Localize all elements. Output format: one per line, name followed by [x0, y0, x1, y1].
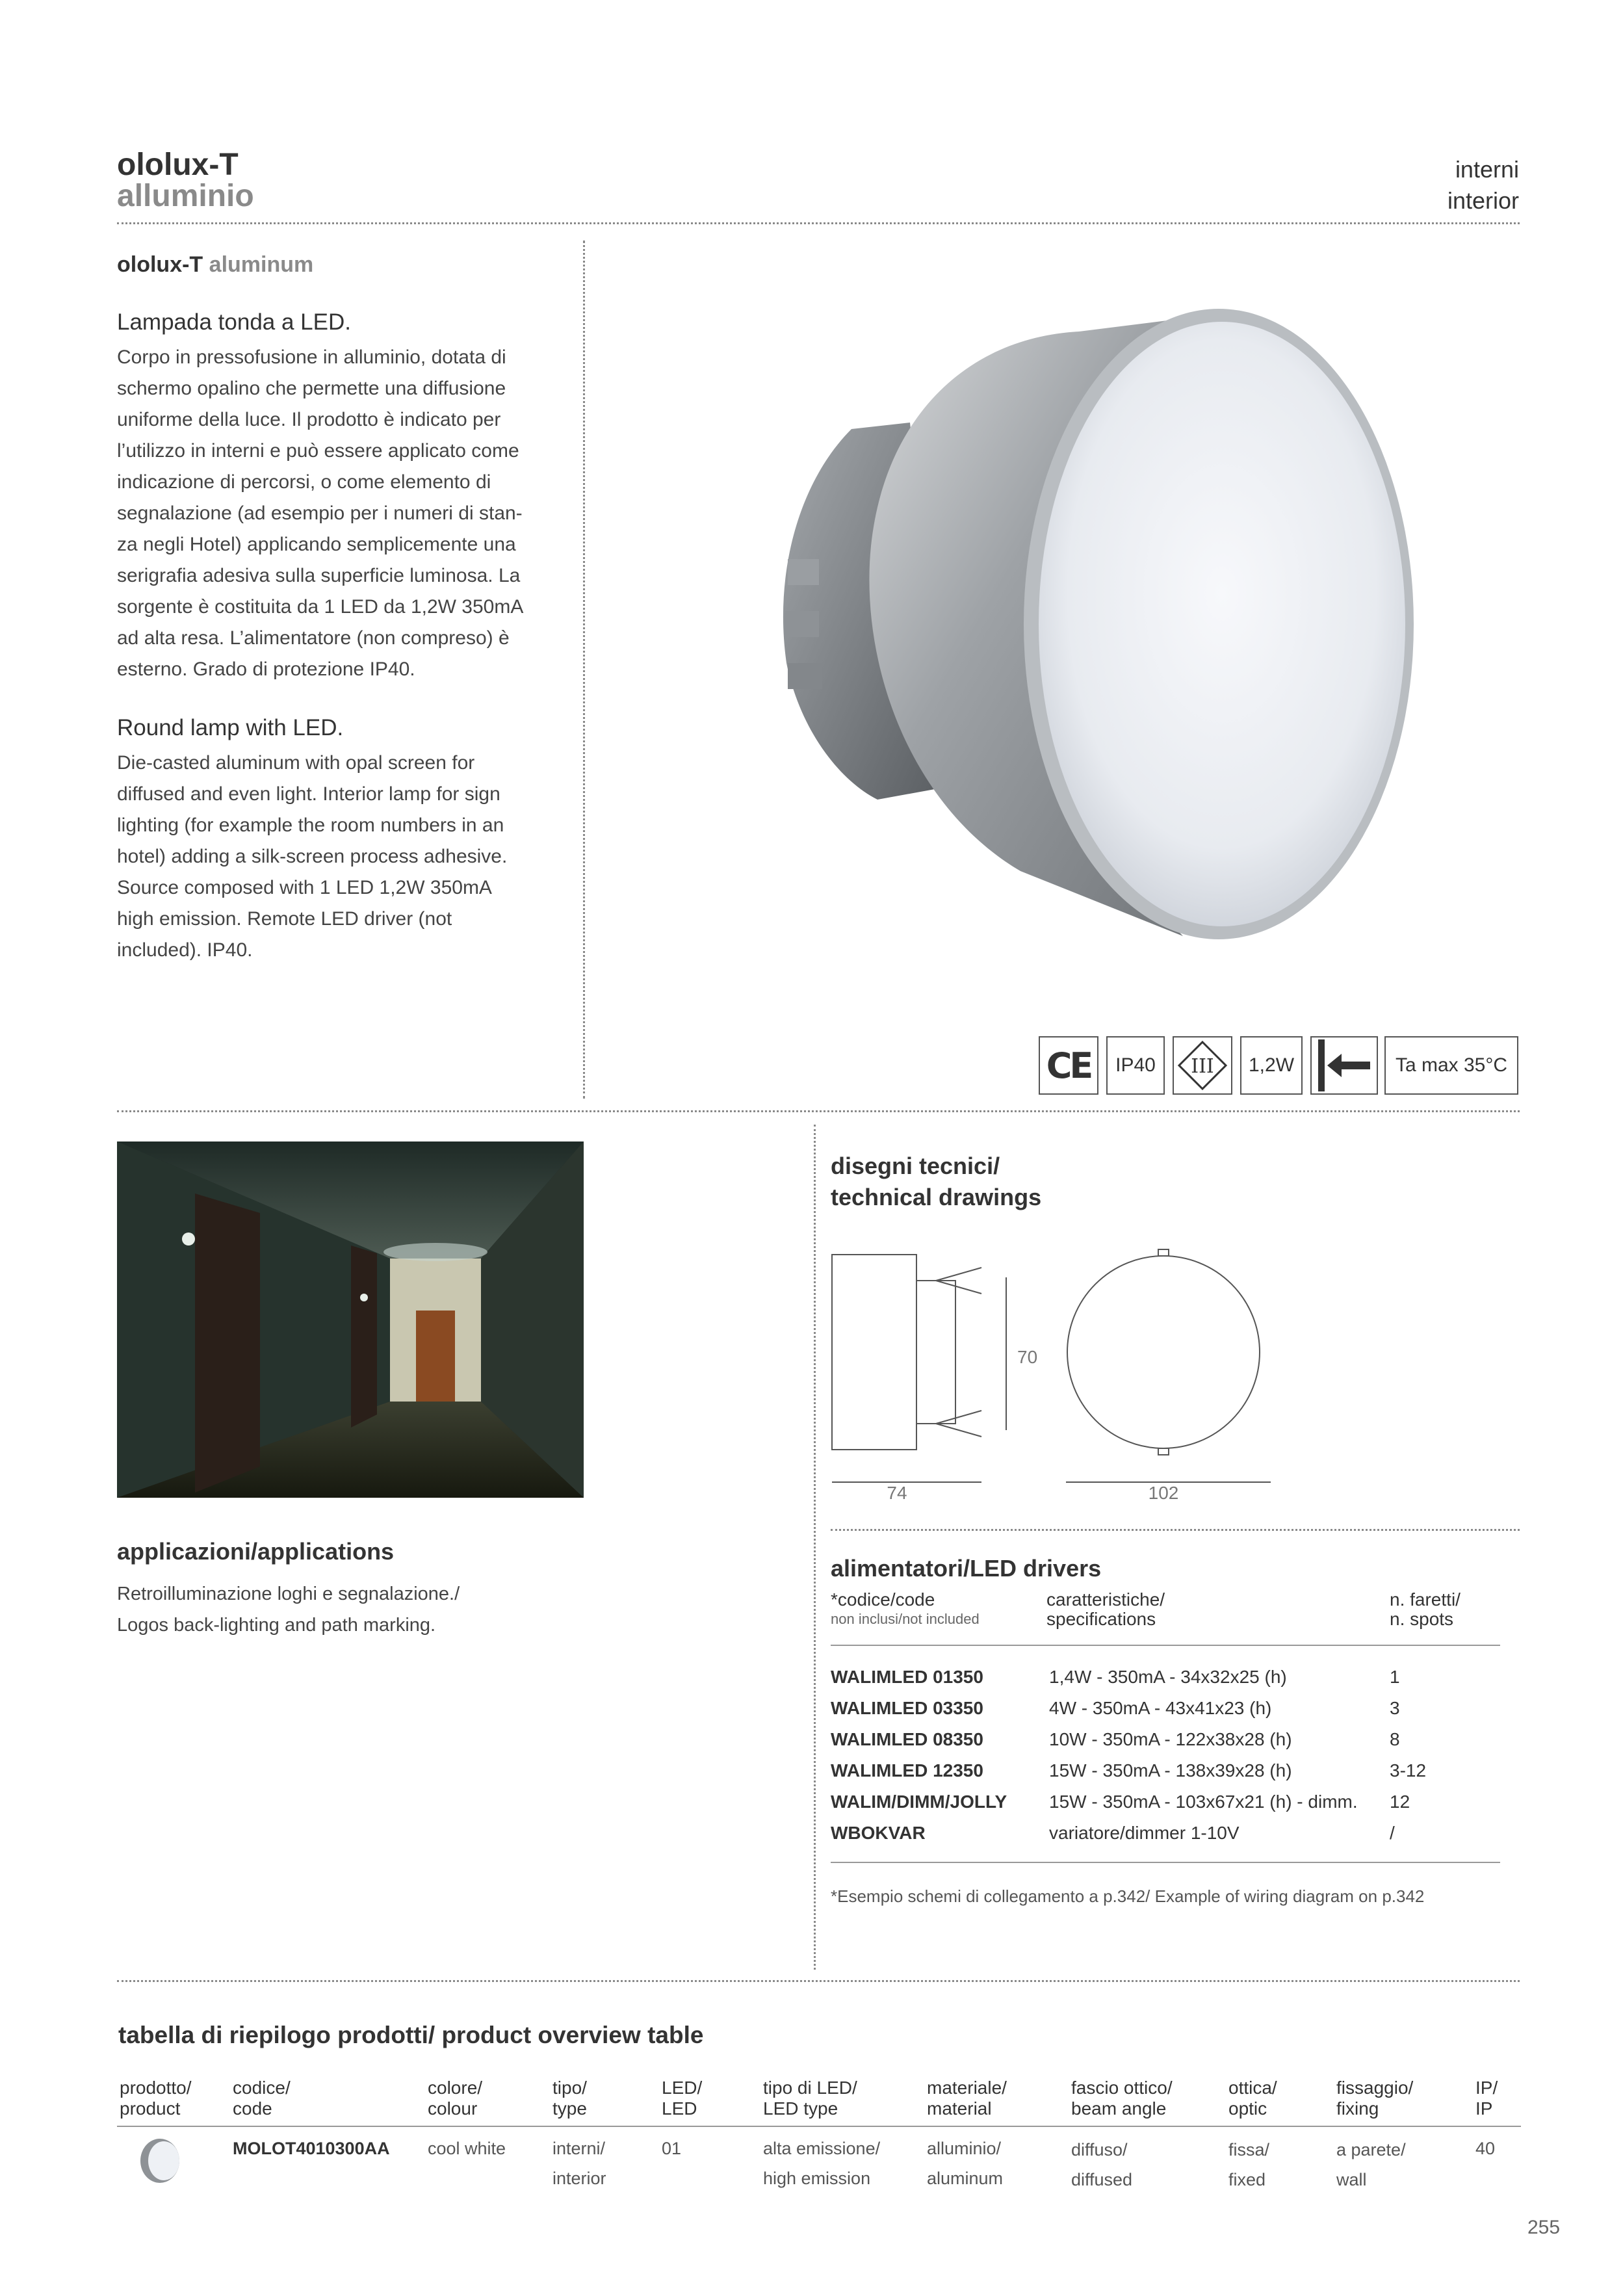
ov-header-l2: beam angle [1071, 2098, 1167, 2119]
description-line: schermo opalino che permette una diffusione [117, 378, 506, 399]
page-number: 255 [1527, 2217, 1561, 2238]
description-line: high emission. Remote LED driver (not [117, 908, 452, 930]
driver-spots: 3-12 [1390, 1760, 1427, 1781]
description-it [117, 342, 561, 685]
driver-code: WALIMLED 08350 [831, 1729, 983, 1749]
ov-type-1: interni/ [552, 2139, 606, 2158]
description-en [117, 748, 561, 966]
drivers-footnote: *Esempio schemi di collegamento a p.342/ Example of wiring diagram on p.342 [831, 1886, 1425, 1906]
description-line: l’utilizzo in interni e può essere applicato come [117, 440, 519, 462]
ov-ip: 40 [1475, 2139, 1496, 2158]
ov-header-material [927, 2078, 1007, 2119]
drawings-title-line1: disegni tecnici/ [831, 1153, 1000, 1179]
ov-code: MOLOT4010300AA [233, 2139, 390, 2158]
driver-spots: 1 [1390, 1667, 1400, 1687]
description-line: serigrafia adesiva sulla superficie luminosa. La [117, 565, 521, 586]
description-heading-en: Round lamp with LED. [117, 715, 344, 740]
drivers-title: alimentatori/LED drivers [831, 1555, 1102, 1582]
drivers-footer-rule [831, 1862, 1500, 1863]
side-view-mount [916, 1281, 955, 1424]
drivers-col-code [831, 1590, 980, 1629]
ov-header-led [662, 2078, 702, 2119]
applications-line-2: Logos back-lighting and path marking. [117, 1615, 436, 1636]
ov-header-l1: tipo/ [552, 2078, 587, 2098]
ov-header-l2: material [927, 2098, 992, 2119]
ov-header-l1: tipo di LED/ [763, 2078, 857, 2098]
ov-header-l2: type [552, 2098, 587, 2119]
product-title: ololux-T [117, 148, 239, 182]
fixing-symbol [1310, 1036, 1378, 1095]
driver-spots: / [1390, 1823, 1395, 1843]
ov-header-l2: fixing [1336, 2098, 1379, 2119]
description-line: indicazione di percorsi, o come elemento di [117, 471, 491, 493]
drivers-divider [831, 1529, 1520, 1531]
ov-header-optic [1228, 2078, 1277, 2119]
driver-spec: 10W - 350mA - 122x38x28 (h) [1049, 1729, 1292, 1749]
ov-header-l1: colore/ [428, 2078, 483, 2098]
driver-code: WALIM/DIMM/JOLLY [831, 1792, 1007, 1812]
ov-header-l1: prodotto/ [120, 2078, 192, 2098]
drawings-title [831, 1151, 1041, 1213]
ov-header-l1: LED/ [662, 2078, 703, 2098]
driver-code: WALIMLED 03350 [831, 1698, 983, 1718]
ov-header-l1: fascio ottico/ [1071, 2078, 1173, 2098]
wall-mount-icon [1313, 1039, 1375, 1091]
class-iii-icon [1176, 1039, 1228, 1091]
ov-header-code [233, 2078, 291, 2119]
ov-header-l2: LED [662, 2098, 697, 2119]
driver-spots: 12 [1390, 1792, 1410, 1812]
product-subtitle [117, 252, 313, 278]
description-line: ad alta resa. L’alimentatore (non compreso) è [117, 627, 510, 649]
description-line: Corpo in pressofusione in alluminio, dotata di [117, 346, 506, 368]
ov-header-l1: IP/ [1475, 2078, 1498, 2098]
dim-height: 70 [1017, 1347, 1038, 1367]
driver-spec: variatore/dimmer 1-10V [1049, 1823, 1240, 1843]
ov-header-beam [1071, 2078, 1173, 2119]
section-divider [117, 1110, 1520, 1112]
column-divider-lower [814, 1125, 816, 1970]
drivers-col-spots-l1: n. faretti/ [1390, 1589, 1461, 1610]
ov-fixing-1: a parete/ [1336, 2140, 1406, 2159]
ov-led-type-2: high emission [763, 2169, 871, 2188]
ov-beam-1: diffuso/ [1071, 2140, 1128, 2159]
category-en: interior [1447, 187, 1519, 214]
description-line: Die-casted aluminum with opal screen for [117, 752, 475, 774]
ov-header-l2: product [120, 2098, 181, 2119]
ov-type-2: interior [552, 2169, 606, 2188]
drivers-col-code-label: *codice/code [831, 1589, 935, 1610]
driver-code: WALIMLED 01350 [831, 1667, 983, 1687]
driver-spec: 15W - 350mA - 138x39x28 (h) [1049, 1760, 1292, 1781]
class-iii [1173, 1036, 1232, 1095]
driver-code: WBOKVAR [831, 1823, 926, 1843]
product-subtitle-material: alluminio [117, 179, 254, 213]
header-divider [117, 222, 1520, 224]
ov-header-led-type [763, 2078, 857, 2119]
description-line: hotel) adding a silk-screen process adhesive. [117, 846, 508, 867]
ov-optic-2: fixed [1228, 2170, 1266, 2189]
ov-header-l1: fissaggio/ [1336, 2078, 1414, 2098]
drivers-col-spec-l1: caratteristiche/ [1046, 1589, 1165, 1610]
drivers-col-spots [1390, 1590, 1461, 1629]
product-thumbnail [127, 2135, 186, 2187]
ov-material-2: aluminum [927, 2169, 1004, 2188]
ov-header-type [552, 2078, 587, 2119]
ov-led-type-1: alta emissione/ [763, 2139, 881, 2158]
description-line: za negli Hotel) applicando semplicemente una [117, 534, 516, 555]
technical-drawing [825, 1242, 1280, 1508]
ov-header-product [120, 2078, 192, 2119]
drivers-col-spec [1046, 1590, 1165, 1629]
subtitle-material: aluminum [209, 252, 314, 277]
driver-spots: 8 [1390, 1729, 1400, 1749]
ip-rating [1106, 1036, 1165, 1095]
applications-title: applicazioni/applications [117, 1538, 395, 1565]
ov-header-l1: codice/ [233, 2078, 291, 2098]
temperature-label: Ta max 35°C [1395, 1054, 1508, 1076]
drawings-title-line2: technical drawings [831, 1184, 1042, 1210]
applications-line-1: Retroilluminazione loghi e segnalazione./ [117, 1584, 460, 1604]
ce-icon: CE [1046, 1045, 1091, 1086]
overview-divider [117, 1980, 1520, 1982]
ov-header-ip [1475, 2078, 1498, 2119]
ov-led: 01 [662, 2139, 682, 2158]
description-line: uniforme della luce. Il prodotto è indicato per [117, 409, 501, 430]
description-line: lighting (for example the room numbers in an [117, 815, 504, 836]
ov-header-l1: materiale/ [927, 2078, 1007, 2098]
driver-spec: 4W - 350mA - 43x41x23 (h) [1049, 1698, 1272, 1718]
driver-spots: 3 [1390, 1698, 1400, 1718]
description-line: diffused and even light. Interior lamp for sign [117, 783, 500, 805]
power-rating [1240, 1036, 1303, 1095]
ov-material-1: alluminio/ [927, 2139, 1002, 2158]
ov-beam-2: diffused [1071, 2170, 1133, 2189]
ov-header-l2: LED type [763, 2098, 838, 2119]
driver-spec: 15W - 350mA - 103x67x21 (h) - dimm. [1049, 1792, 1358, 1812]
ov-header-colour [428, 2078, 482, 2119]
ov-header-l2: code [233, 2098, 272, 2119]
ov-colour: cool white [428, 2139, 506, 2158]
overview-header-rule [117, 2126, 1521, 2127]
drivers-col-spots-l2: n. spots [1390, 1609, 1454, 1629]
side-view-body [832, 1255, 916, 1450]
overview-title: tabella di riepilogo prodotti/ product overview table [118, 2022, 704, 2048]
temperature-rating [1384, 1036, 1518, 1095]
column-divider [583, 241, 585, 1099]
description-line: Source composed with 1 LED 1,2W 350mA [117, 877, 492, 898]
drivers-col-code-sub: non inclusi/not included [831, 1611, 980, 1627]
ov-optic-1: fissa/ [1228, 2140, 1270, 2159]
application-photo [117, 1141, 584, 1498]
description-line: sorgente è costituita da 1 LED da 1,2W 350mA [117, 596, 524, 618]
description-line: segnalazione (ad esempio per i numeri di stan- [117, 502, 523, 524]
ov-header-l2: IP [1475, 2098, 1493, 2119]
front-view-circle [1067, 1256, 1260, 1448]
category-it: interni [1455, 156, 1519, 183]
power-label: 1,2W [1248, 1054, 1295, 1076]
drivers-header-rule [831, 1645, 1500, 1646]
ip-rating-label: IP40 [1115, 1054, 1156, 1076]
dim-diameter: 102 [1148, 1483, 1179, 1503]
ov-header-fixing [1336, 2078, 1413, 2119]
description-line: esterno. Grado di protezione IP40. [117, 659, 415, 680]
dim-depth: 74 [887, 1483, 907, 1503]
ov-header-l1: ottica/ [1228, 2078, 1277, 2098]
driver-code: WALIMLED 12350 [831, 1760, 983, 1781]
description-line: included). IP40. [117, 939, 253, 961]
description-heading-it: Lampada tonda a LED. [117, 309, 351, 335]
drivers-col-spec-l2: specifications [1046, 1609, 1156, 1629]
driver-spec: 1,4W - 350mA - 34x32x25 (h) [1049, 1667, 1287, 1687]
product-photo [715, 273, 1417, 975]
subtitle-name: ololux-T [117, 252, 203, 277]
ov-header-l2: colour [428, 2098, 478, 2119]
ce-mark [1039, 1036, 1098, 1095]
class-iii-label: III [1191, 1055, 1214, 1078]
ov-header-l2: optic [1228, 2098, 1267, 2119]
ov-fixing-2: wall [1336, 2170, 1367, 2189]
